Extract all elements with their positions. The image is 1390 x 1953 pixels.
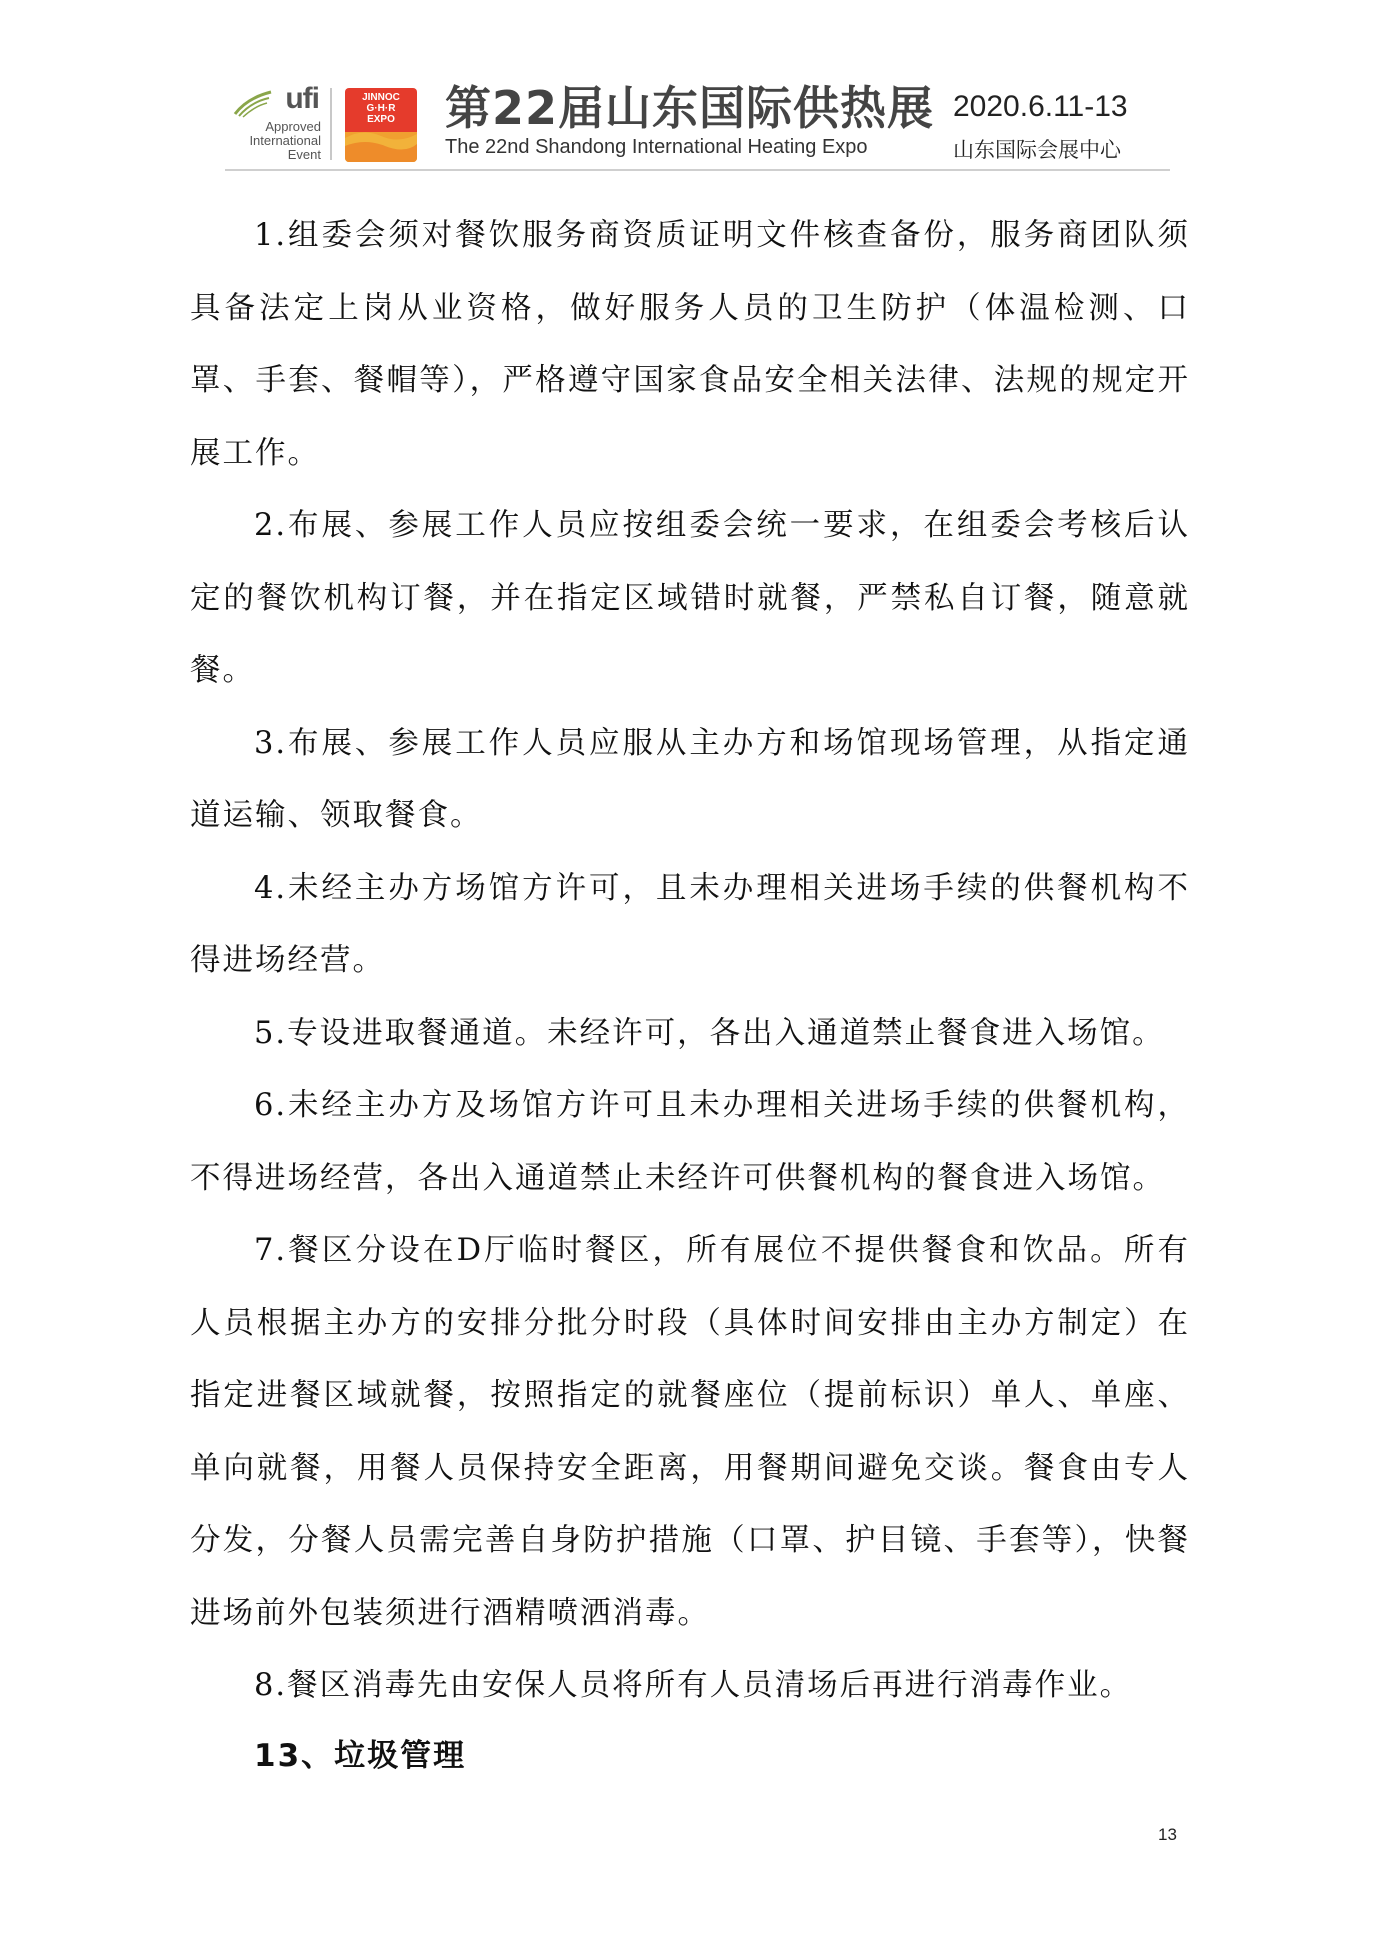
jinnoc-logo-text: JINNOC G·H·R EXPO <box>345 88 417 132</box>
paragraph-6: 6.未经主办方及场馆方许可且未办理相关进场手续的供餐机构，不得进场经营，各出入通道禁止未经许可供餐机构的餐食进入场馆。 <box>190 1088 1190 1196</box>
paragraph-1: 1.组委会须对餐饮服务商资质证明文件核查备份，服务商团队须具备法定上岗从业资格，做好服务人员的卫生防护（体温检测、口罩、手套、餐帽等），严格遵守国家食品安全相关法律、法规的规定开展工作。 <box>190 218 1190 471</box>
expo-venue: 山东国际会展中心 <box>953 138 1121 162</box>
paragraph-7: 7.餐区分设在D厅临时餐区，所有展位不提供餐食和饮品。所有人员根据主办方的安排分批分时段（具体时间安排由主办方制定）在指定进餐区域就餐，按照指定的就餐座位（提前标识）单人、单座、单向就餐，用餐人员保持安全距离，用餐期间避免交谈。餐食由专人分发，分餐人员需完善自身防护措施（口罩、护目镜、手套等），快餐进场前外包装须进行酒精喷洒消毒。 <box>190 1233 1190 1631</box>
ufi-logo-text: ufi <box>285 82 319 115</box>
paragraph-2: 2.布展、参展工作人员应按组委会统一要求，在组委会考核后认定的餐饮机构订餐，并在指定区域错时就餐，严禁私自订餐，随意就餐。 <box>190 508 1190 688</box>
flame-wave-icon <box>345 128 417 162</box>
section-heading: 13、垃圾管理 <box>254 1738 467 1774</box>
paragraph-5: 5.专设进取餐通道。未经许可，各出入通道禁止餐食进入场馆。 <box>254 1015 1165 1051</box>
paragraph-8: 8.餐区消毒先由安保人员将所有人员清场后再进行消毒作业。 <box>254 1668 1133 1703</box>
expo-title-chinese: 第22届山东国际供热展 <box>445 81 935 135</box>
ufi-swoosh-icon <box>233 88 273 118</box>
header-rule <box>225 169 1170 171</box>
page-header <box>225 80 1170 170</box>
document-body <box>190 200 1190 1723</box>
jinnoc-expo-logo <box>345 88 417 162</box>
page-number: 13 <box>1158 1825 1177 1844</box>
ufi-logo-caption: Approved International Event <box>249 119 321 162</box>
expo-title-english: The 22nd Shandong International Heating Expo <box>445 136 868 158</box>
paragraph-3: 3.布展、参展工作人员应服从主办方和场馆现场管理，从指定通道运输、领取餐食。 <box>190 725 1190 833</box>
ufi-logo <box>225 84 323 166</box>
paragraph-4: 4.未经主办方场馆方许可，且未办理相关进场手续的供餐机构不得进场经营。 <box>190 870 1190 978</box>
expo-date: 2020.6.11-13 <box>953 90 1128 123</box>
header-divider <box>330 88 332 160</box>
